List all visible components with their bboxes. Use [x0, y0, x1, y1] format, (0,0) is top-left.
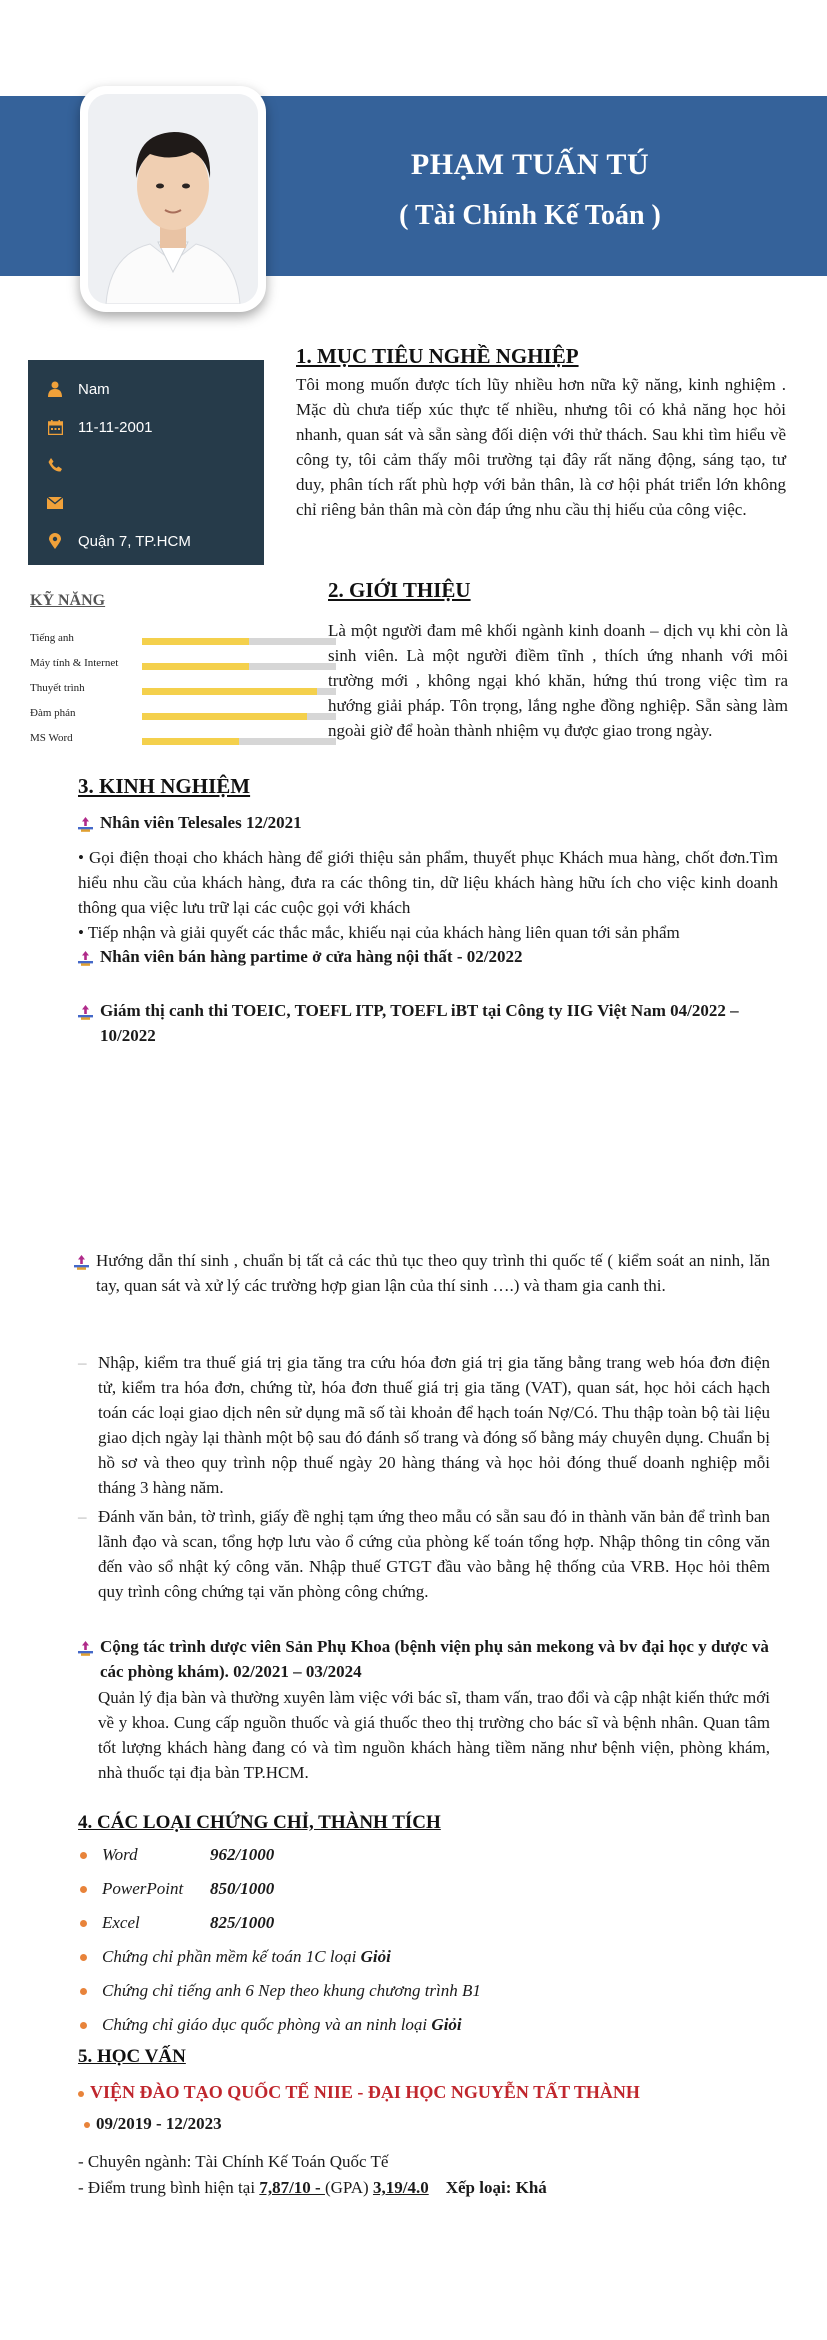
skill-label: Thuyết trình: [30, 682, 85, 694]
job-title: ( Tài Chính Kế Toán ): [399, 200, 661, 231]
job-title: Cộng tác trình dược viên Sản Phụ Khoa (bệnh viện phụ sản mekong và bv đại học y dược và các phòng khám). 02/2021 – 03/2024: [100, 1637, 769, 1681]
full-name: PHẠM TUẤN TÚ: [410, 148, 650, 181]
arrow-bullet-icon: [74, 1252, 89, 1277]
objective-text: Tôi mong muốn được tích lũy nhiều hơn nữa kỹ năng, kinh nghiệm . Mặc dù chưa tiếp xúc thực tế nhiều, nhưng tôi có khả năng học hỏi nhanh, quan sát và sẵn sàng đối diện với thử thách. Sau khi tìm hiểu về công ty, tôi cảm thấy môi trường tại đây rất năng động, sáng tạo, tư duy, phân tích rất phù hợp với bản thân, là cơ hội phát triển lớn không chỉ riêng bản thân mà còn đáp ứng nhu cầu thị hiếu của công việc.: [296, 375, 786, 519]
avatar-frame: [80, 86, 266, 312]
bullet-dot-icon: [80, 1920, 87, 1927]
map-pin-icon: [44, 533, 66, 549]
bullet-dot-icon: [80, 1988, 87, 1995]
job-title: Nhân viên bán hàng partime ở cửa hàng nội thất - 02/2022: [100, 947, 523, 966]
job-duty: – Đánh văn bản, tờ trình, giấy đề nghị tạm ứng theo mẫu có sẵn sau đó in thành văn bản để trình ban lãnh đạo và scan, tổng hợp lưu vào ổ cứng của phòng kế toán tổng hợp. Nhập thông tin công văn đến vào sổ nhật ký công văn. Nhập thuế GTGT đầu vào bằng hệ thống của VRB. Học hỏi thêm quy trình công chứng tại văn phòng công chứng.: [78, 1507, 770, 1601]
school-name: VIỆN ĐÀO TẠO QUỐC TẾ NIIE - ĐẠI HỌC NGUYỄN TẤT THÀNH: [78, 2082, 640, 2103]
skill-row: [30, 630, 310, 650]
job-telesales: [78, 810, 778, 839]
arrow-bullet-icon: [78, 1638, 93, 1663]
envelope-icon: [44, 497, 66, 509]
job-bullet: • Tiếp nhận và giải quyết các thắc mắc, khiếu nại của khách hàng liên quan tới sản phẩm: [78, 923, 680, 942]
skill-row: [30, 680, 310, 700]
skill-row: [30, 705, 310, 725]
job-title: Giám thị canh thi TOEIC, TOEFL ITP, TOEFL iBT tại Công ty IIG Việt Nam 04/2022 – 10/2022: [100, 1001, 739, 1045]
major: - Chuyên ngành: Tài Chính Kế Toán Quốc Tế: [78, 2152, 389, 2171]
gender-text: Nam: [78, 380, 110, 398]
bullet-dot-icon: [80, 1886, 87, 1893]
skill-label: Máy tính & Internet: [30, 657, 119, 669]
intro-title: 2. GIỚI THIỆU: [328, 578, 471, 602]
skill-bar: [142, 713, 336, 720]
skill-bar-fill: [142, 713, 307, 720]
job-title: Nhân viên Telesales 12/2021: [100, 813, 302, 832]
contact-birthday: [28, 408, 264, 446]
bullet-dot-icon: [80, 1954, 87, 1961]
certificate-item: Chứng chỉ giáo dục quốc phòng và an ninh loại Giỏi: [102, 2008, 702, 2042]
avatar: [88, 94, 258, 304]
bullet-dot-icon: [80, 2022, 87, 2029]
certificate-item: Chứng chỉ phần mềm kế toán 1C loại Giỏi: [102, 1940, 702, 1974]
contact-phone: [28, 446, 264, 484]
certificate-item: Word 962/1000: [102, 1838, 702, 1872]
certificate-item: PowerPoint 850/1000: [102, 1872, 702, 1906]
skill-row: [30, 655, 310, 675]
calendar-icon: [44, 420, 66, 435]
skill-bar: [142, 738, 336, 745]
skill-bar: [142, 638, 336, 645]
education-title: 5. HỌC VẤN: [78, 2046, 186, 2067]
job-detail: Hướng dẫn thí sinh , chuẩn bị tất cả các thủ tục theo quy trình thi quốc tế ( kiểm soát an ninh, lăn tay, quan sát và xử lý các trường hợp gian lận của thí sinh ….) và tham gia canh thi.: [96, 1251, 770, 1295]
skills-title: KỸ NĂNG: [30, 592, 106, 609]
skill-bar-fill: [142, 663, 249, 670]
bullet-dot-icon: [80, 1852, 87, 1859]
skill-bar-fill: [142, 738, 239, 745]
job-invigilator: [78, 998, 778, 1048]
arrow-bullet-icon: [78, 814, 93, 839]
arrow-bullet-icon: [78, 948, 93, 973]
certificate-item: Chứng chỉ tiếng anh 6 Nep theo khung chương trình B1: [102, 1974, 702, 2008]
skill-row: [30, 730, 310, 750]
job-sales: [78, 944, 778, 973]
contact-address: [28, 522, 264, 560]
certificate-list: [102, 1838, 702, 2042]
skill-bar-fill: [142, 688, 317, 695]
job-duty: – Nhập, kiểm tra thuế giá trị gia tăng tra cứu hóa đơn giá trị gia tăng bằng trang web hóa đơn điện tử, kiểm tra hóa đơn, chứng từ, hóa đơn thuế giá trị gia tăng (VAT), quan sát, học hỏi cách hạch toán các loại giao dịch nên sử dụng mã số tài khoản để hạch toán Nợ/Có. Thu thập toàn bộ tài liệu giao dịch ngày lại thành một bộ sau đó đánh số trang và đóng số bằng máy chuyên dụng. Chuẩn bị hồ sơ và theo quy trình nộp thuế ngày 20 hàng tháng và học hỏi đóng thuế doanh nghiệp mỗi tháng 3 hàng năm.: [78, 1353, 770, 1497]
job-detail: Quản lý địa bàn và thường xuyên làm việc với bác sĩ, tham vấn, trao đổi và cập nhật kiến thức mới về y khoa. Cung cấp nguồn thuốc và giá thuốc theo thị trường cho bác sĩ và bệnh nhân. Quan tâm tốt lượng khách hàng đang có và tìm nguồn khách hàng tiềm năng như bệnh viện, phòng khám, nhà thuốc tại địa bàn TP.HCM.: [98, 1688, 770, 1782]
gpa-line: - Điểm trung bình hiện tại 7,87/10 - (GPA) 3,19/4.0 Xếp loại: Khá: [78, 2178, 547, 2197]
arrow-bullet-icon: [78, 1002, 93, 1027]
certificates-title: 4. CÁC LOẠI CHỨNG CHỈ, THÀNH TÍCH: [78, 1812, 441, 1833]
certificate-item: Excel 825/1000: [102, 1906, 702, 1940]
job-duty-text: Nhập, kiểm tra thuế giá trị gia tăng tra cứu hóa đơn giá trị gia tăng bằng trang web hóa đơn điện tử, kiểm tra hóa đơn, chứng từ, hóa đơn thuế giá trị gia tăng (VAT), quan sát, học hỏi cách hạch toán các loại giao dịch nên sử dụng mã số tài khoản để hạch toán Nợ/Có. Thu thập toàn bộ tài liệu giao dịch ngày lại thành một bộ sau đó đánh số trang và đóng số bằng máy chuyên dụng. Chuẩn bị hồ sơ và theo quy trình nộp thuế ngày 20 hàng tháng và học hỏi đóng thuế doanh nghiệp mỗi tháng 3 hàng năm.: [98, 1353, 770, 1497]
skill-label: Tiếng anh: [30, 632, 74, 644]
skill-bar-fill: [142, 638, 249, 645]
objective-title: 1. MỤC TIÊU NGHỀ NGHIỆP: [296, 344, 579, 368]
job-duty-text: Đánh văn bản, tờ trình, giấy đề nghị tạm ứng theo mẫu có sẵn sau đó in thành văn bản để trình ban lãnh đạo và scan, tổng hợp lưu vào ổ cứng của phòng kế toán tổng hợp. Nhập thông tin công văn đến vào sổ nhật ký công văn. Nhập thuế GTGT đầu vào bằng hệ thống của VRB. Học hỏi thêm quy trình công chứng tại văn phòng công chứng.: [98, 1507, 770, 1601]
experience-title: 3. KINH NGHIỆM: [78, 774, 251, 798]
intro-text: Là một người đam mê khối ngành kinh doanh – dịch vụ khi còn là sinh viên. Là một người điềm tĩnh , thích ứng nhanh với môi trường mới , không ngại khó khăn, hứng thú trong việc tìm ra hướng giải pháp. Tôn trọng, lắng nghe đồng nghiệp. Sẵn sàng làm ngoài giờ để hoàn thành nhiệm vụ được giao trong ngày.: [328, 621, 788, 740]
job-bullet: • Gọi điện thoại cho khách hàng để giới thiệu sản phẩm, thuyết phục Khách mua hàng, chốt đơn.Tìm hiểu nhu cầu của khách hàng, đưa ra các thông tin, dữ liệu khách hàng hữu ích cho việc kinh doanh thông qua việc lưu trữ lại các cuộc gọi với khách: [78, 848, 778, 917]
bullet-dot-icon: [78, 2091, 84, 2097]
address-text: Quận 7, TP.HCM: [78, 532, 191, 550]
skill-bar: [142, 663, 336, 670]
bullet-dot-icon: [84, 2122, 90, 2128]
contact-email: [28, 484, 264, 522]
study-period: 09/2019 - 12/2023: [84, 2114, 222, 2134]
job-invigilator-detail: [74, 1248, 770, 1298]
phone-icon: [44, 458, 66, 472]
contact-gender: [28, 370, 264, 408]
job-pharma: [78, 1634, 778, 1684]
skill-label: Đàm phán: [30, 707, 76, 719]
skill-label: MS Word: [30, 732, 73, 744]
user-icon: [44, 381, 66, 397]
contact-box: [28, 360, 264, 565]
skill-bar: [142, 688, 336, 695]
birthday-text: 11-11-2001: [78, 418, 153, 436]
